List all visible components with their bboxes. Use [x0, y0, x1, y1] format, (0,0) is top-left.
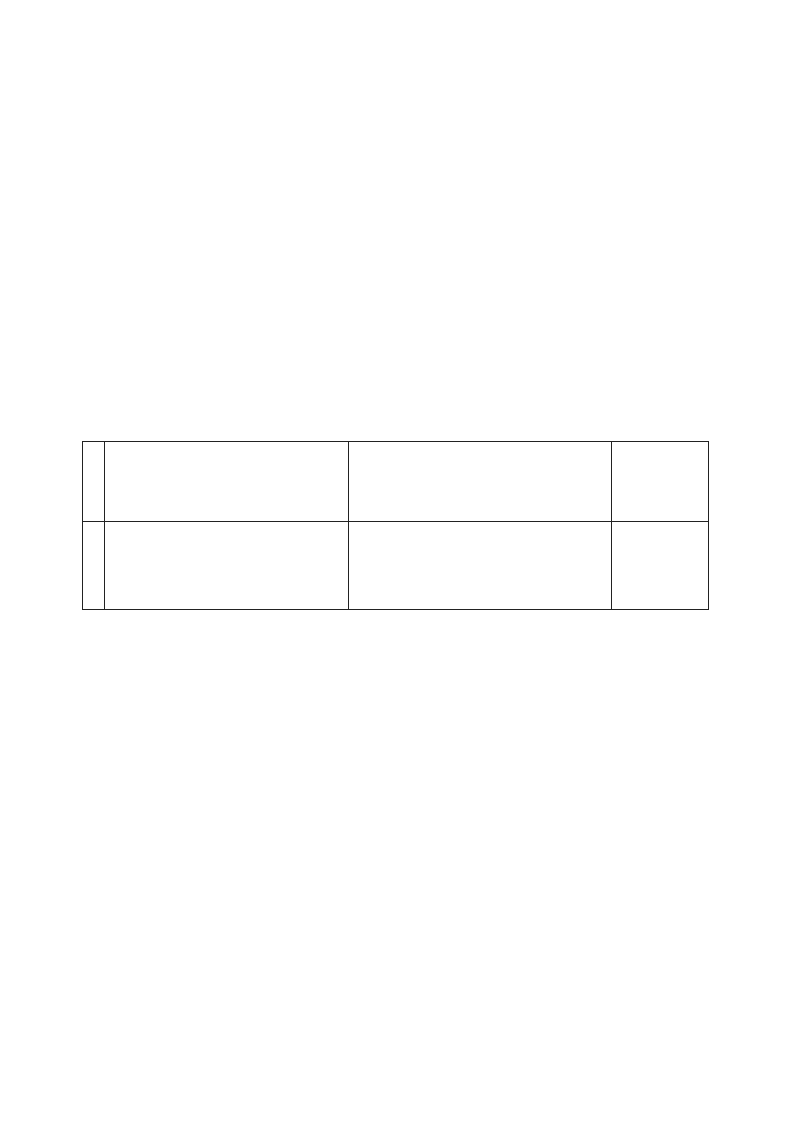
cell-winner	[348, 522, 611, 610]
cell-remark	[612, 522, 709, 610]
table-header-row	[83, 442, 709, 522]
header-winner	[348, 442, 611, 522]
header-no	[83, 442, 105, 522]
award-table	[82, 441, 709, 610]
table-row	[83, 522, 709, 610]
cell-project-name	[104, 522, 348, 610]
header-remark	[612, 442, 709, 522]
header-project-name	[104, 442, 348, 522]
cell-no	[83, 522, 105, 610]
